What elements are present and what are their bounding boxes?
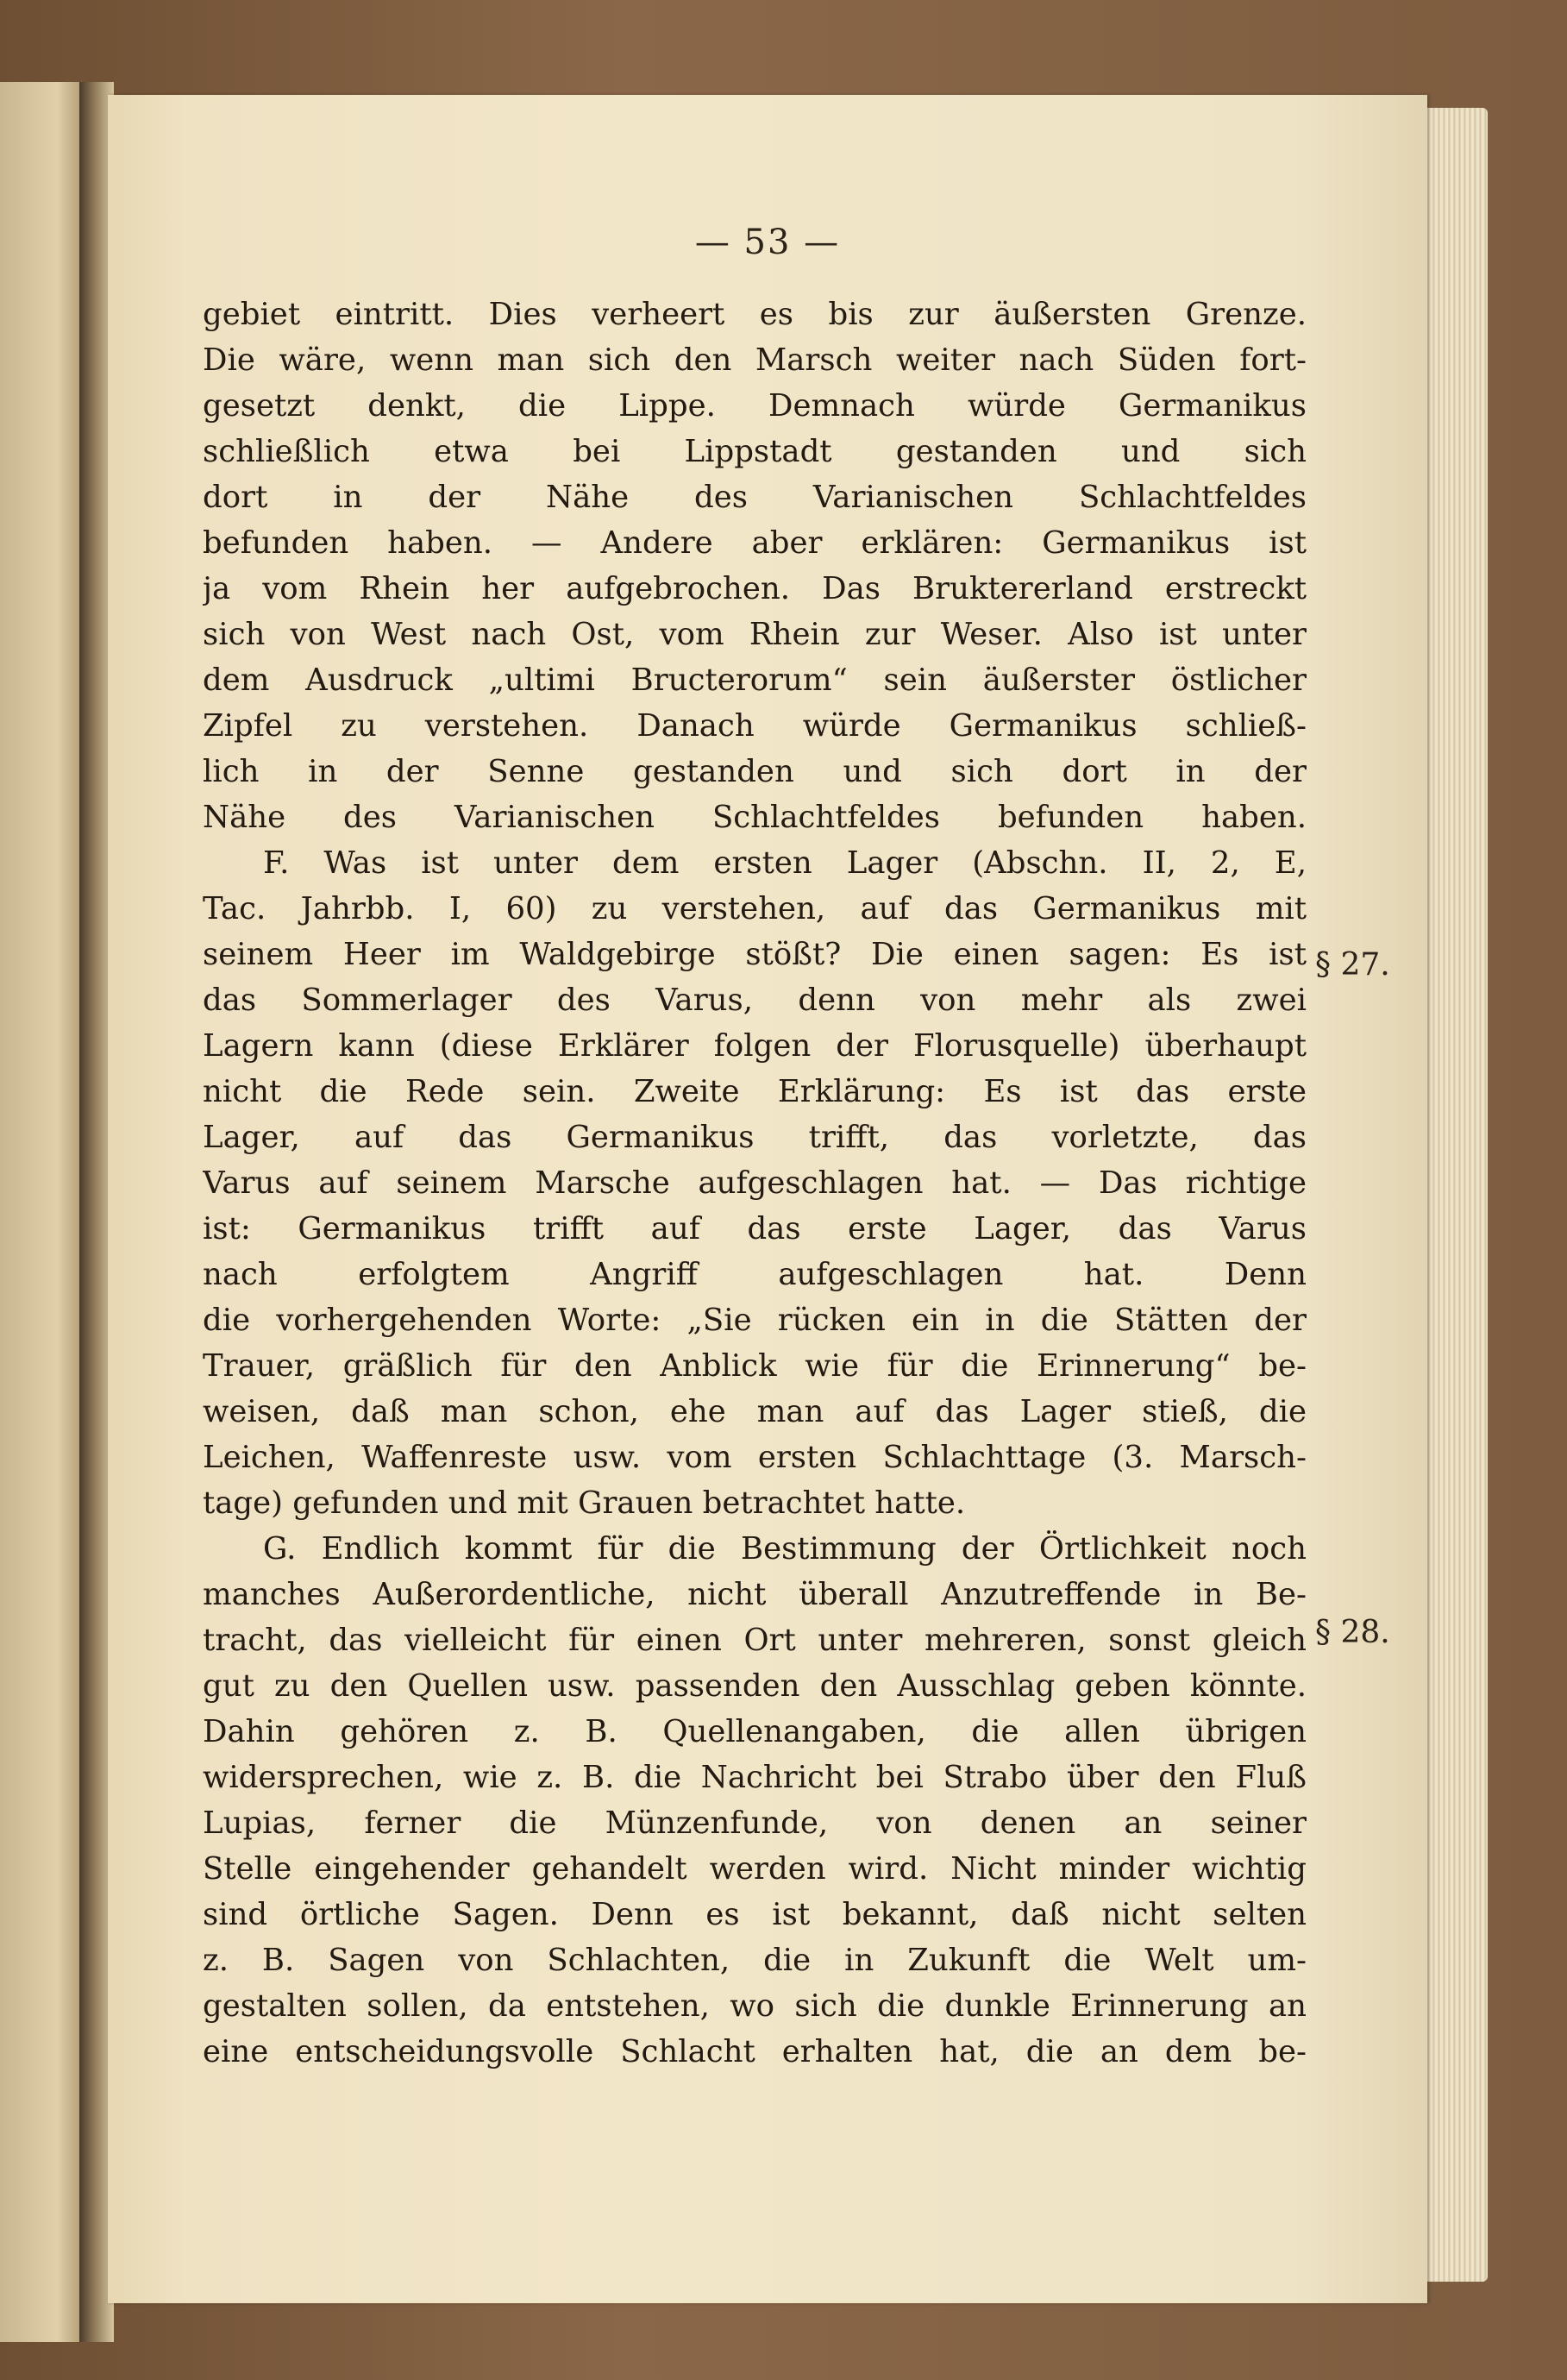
text-line: Die wäre, wenn man sich den Marsch weiter nach Süden fort- [203,342,1307,378]
text-line: tracht, das vielleicht für einen Ort unter mehreren, sonst gleich [203,1623,1307,1658]
margin-note-section-27: § 27. [1315,947,1390,983]
margin-note-section-28: § 28. [1315,1615,1390,1650]
left-page-edge [0,82,82,2342]
text-line: sind örtliche Sagen. Denn es ist bekannt, daß nicht selten [203,1897,1307,1932]
text-line: weisen, daß man schon, ehe man auf das Lager stieß, die [203,1394,1307,1429]
text-line: ist: Germanikus trifft auf das erste Lager, das Varus [203,1211,1307,1247]
text-line: schließlich etwa bei Lippstadt gestanden und sich [203,434,1307,469]
text-line: gesetzt denkt, die Lippe. Demnach würde Germanikus [203,388,1307,424]
text-line: die vorhergehenden Worte: „Sie rücken ein in die Stätten der [203,1303,1307,1338]
text-line: ja vom Rhein her aufgebrochen. Das Bruktererland erstreckt [203,571,1307,606]
text-line: Trauer, gräßlich für den Anblick wie für die Erinnerung“ be- [203,1348,1307,1384]
text-line: Varus auf seinem Marsche aufgeschlagen hat. — Das richtige [203,1165,1307,1201]
text-line: Leichen, Waffenreste usw. vom ersten Schlachttage (3. Marsch- [203,1440,1307,1475]
book-page [108,95,1427,2303]
text-line: Tac. Jahrbb. I, 60) zu verstehen, auf das Germanikus mit [203,891,1307,926]
page-number: — 53 — [694,223,841,262]
text-line: Nähe des Varianischen Schlachtfeldes befunden haben. [203,800,1307,835]
text-line: nach erfolgtem Angriff aufgeschlagen hat. Denn [203,1257,1307,1292]
text-line: Zipfel zu verstehen. Danach würde Germanikus schließ- [203,708,1307,744]
text-line: befunden haben. — Andere aber erklären: Germanikus ist [203,525,1307,561]
text-line: Lagern kann (diese Erklärer folgen der Florusquelle) überhaupt [203,1028,1307,1064]
text-line-paragraph-f: F. Was ist unter dem ersten Lager (Abschn. II, 2, E, [263,845,1307,881]
text-line: gestalten sollen, da entstehen, wo sich die dunkle Erinnerung an [203,1988,1307,2024]
text-line: dem Ausdruck „ultimi Bructerorum“ sein äußerster östlicher [203,663,1307,698]
text-line: eine entscheidungsvolle Schlacht erhalten hat, die an dem be- [203,2034,1307,2069]
text-line: dort in der Nähe des Varianischen Schlachtfeldes [203,480,1307,515]
text-line: gebiet eintritt. Dies verheert es bis zur äußersten Grenze. [203,297,1307,332]
text-line: Stelle eingehender gehandelt werden wird. Nicht minder wichtig [203,1851,1307,1887]
text-line: Lupias, ferner die Münzenfunde, von denen an seiner [203,1805,1307,1841]
text-line: Lager, auf das Germanikus trifft, das vorletzte, das [203,1120,1307,1155]
text-line: Dahin gehören z. B. Quellenangaben, die allen übrigen [203,1714,1307,1749]
text-line-paragraph-g: G. Endlich kommt für die Bestimmung der Örtlichkeit noch [263,1531,1307,1567]
text-line: z. B. Sagen von Schlachten, die in Zukunft die Welt um- [203,1943,1307,1978]
text-line: gut zu den Quellen usw. passenden den Ausschlag geben könnte. [203,1668,1307,1704]
text-line: manches Außerordentliche, nicht überall Anzutreffende in Be- [203,1577,1307,1612]
text-line: seinem Heer im Waldgebirge stößt? Die einen sagen: Es ist [203,937,1307,972]
text-line: tage) gefunden und mit Grauen betrachtet hatte. [203,1485,966,1521]
text-line: sich von West nach Ost, vom Rhein zur Weser. Also ist unter [203,617,1307,652]
text-line: das Sommerlager des Varus, denn von mehr als zwei [203,983,1307,1018]
text-line: lich in der Senne gestanden und sich dort in der [203,754,1307,789]
text-line: widersprechen, wie z. B. die Nachricht bei Strabo über den Fluß [203,1760,1307,1795]
text-line: nicht die Rede sein. Zweite Erklärung: Es ist das erste [203,1074,1307,1109]
page-text [203,292,1307,2075]
